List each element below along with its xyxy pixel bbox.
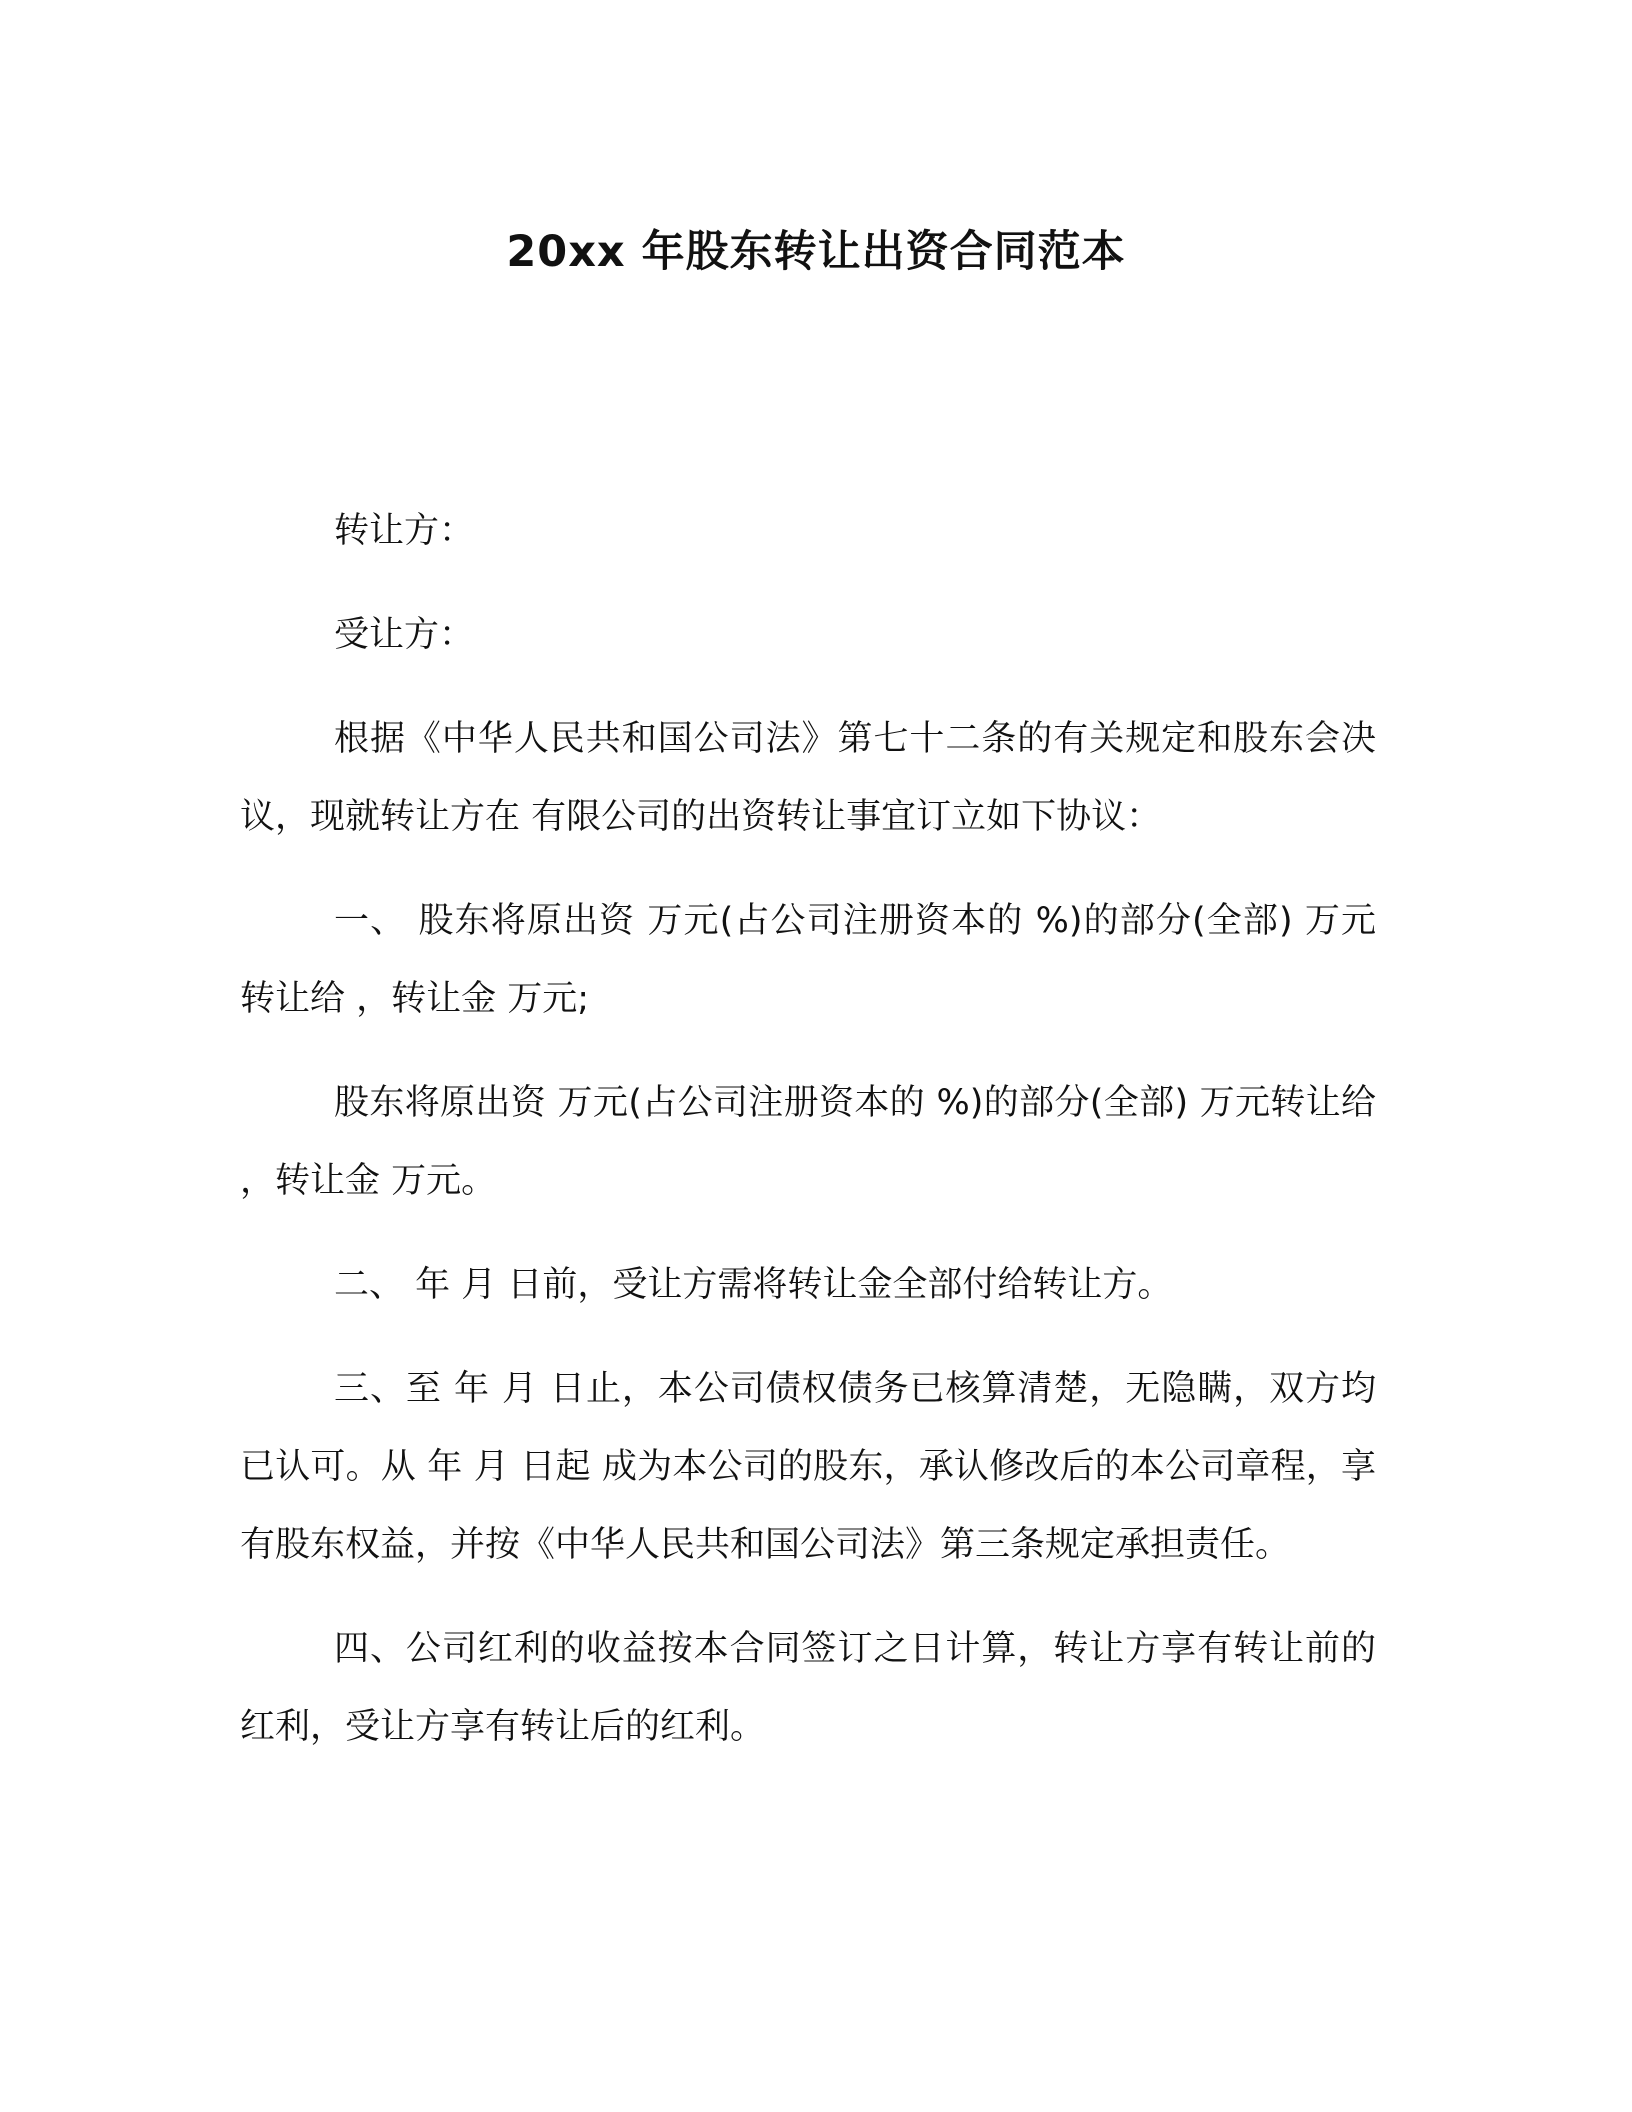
paragraph-clause-1: 一、 股东将原出资 万元(占公司注册资本的 %)的部分(全部) 万元转让给 ，转让金 万元; xyxy=(240,901,1376,1019)
paragraph-clause-1-second: 股东将原出资 万元(占公司注册资本的 %)的部分(全部) 万元转让给 ，转让金 万元。 xyxy=(240,1083,1376,1201)
paragraph-clause-2: 二、 年 月 日前，受让方需将转让金全部付给转让方。 xyxy=(334,1265,1173,1305)
paragraph-transferor: 转让方： xyxy=(334,511,475,551)
paragraph-preamble: 根据《中华人民共和国公司法》第七十二条的有关规定和股东会决议，现就转让方在 有限公司的出资转让事宜订立如下协议： xyxy=(240,719,1376,837)
document-body xyxy=(240,492,1376,1792)
paragraph-clause-4: 四、公司红利的收益按本合同签订之日计算，转让方享有转让前的红利，受让方享有转让后的红利。 xyxy=(240,1629,1376,1747)
paragraph-transferee: 受让方： xyxy=(334,615,475,655)
paragraph-clause-3: 三、至 年 月 日止，本公司债权债务已核算清楚，无隐瞒，双方均已认可。从 年 月 日起 成为本公司的股东，承认修改后的本公司章程，享有股东权益，并按《中华人民共和国公司法》第三条规定承担责任。 xyxy=(240,1369,1376,1565)
document-title: 20xx 年股东转让出资合同范本 xyxy=(506,227,1126,277)
